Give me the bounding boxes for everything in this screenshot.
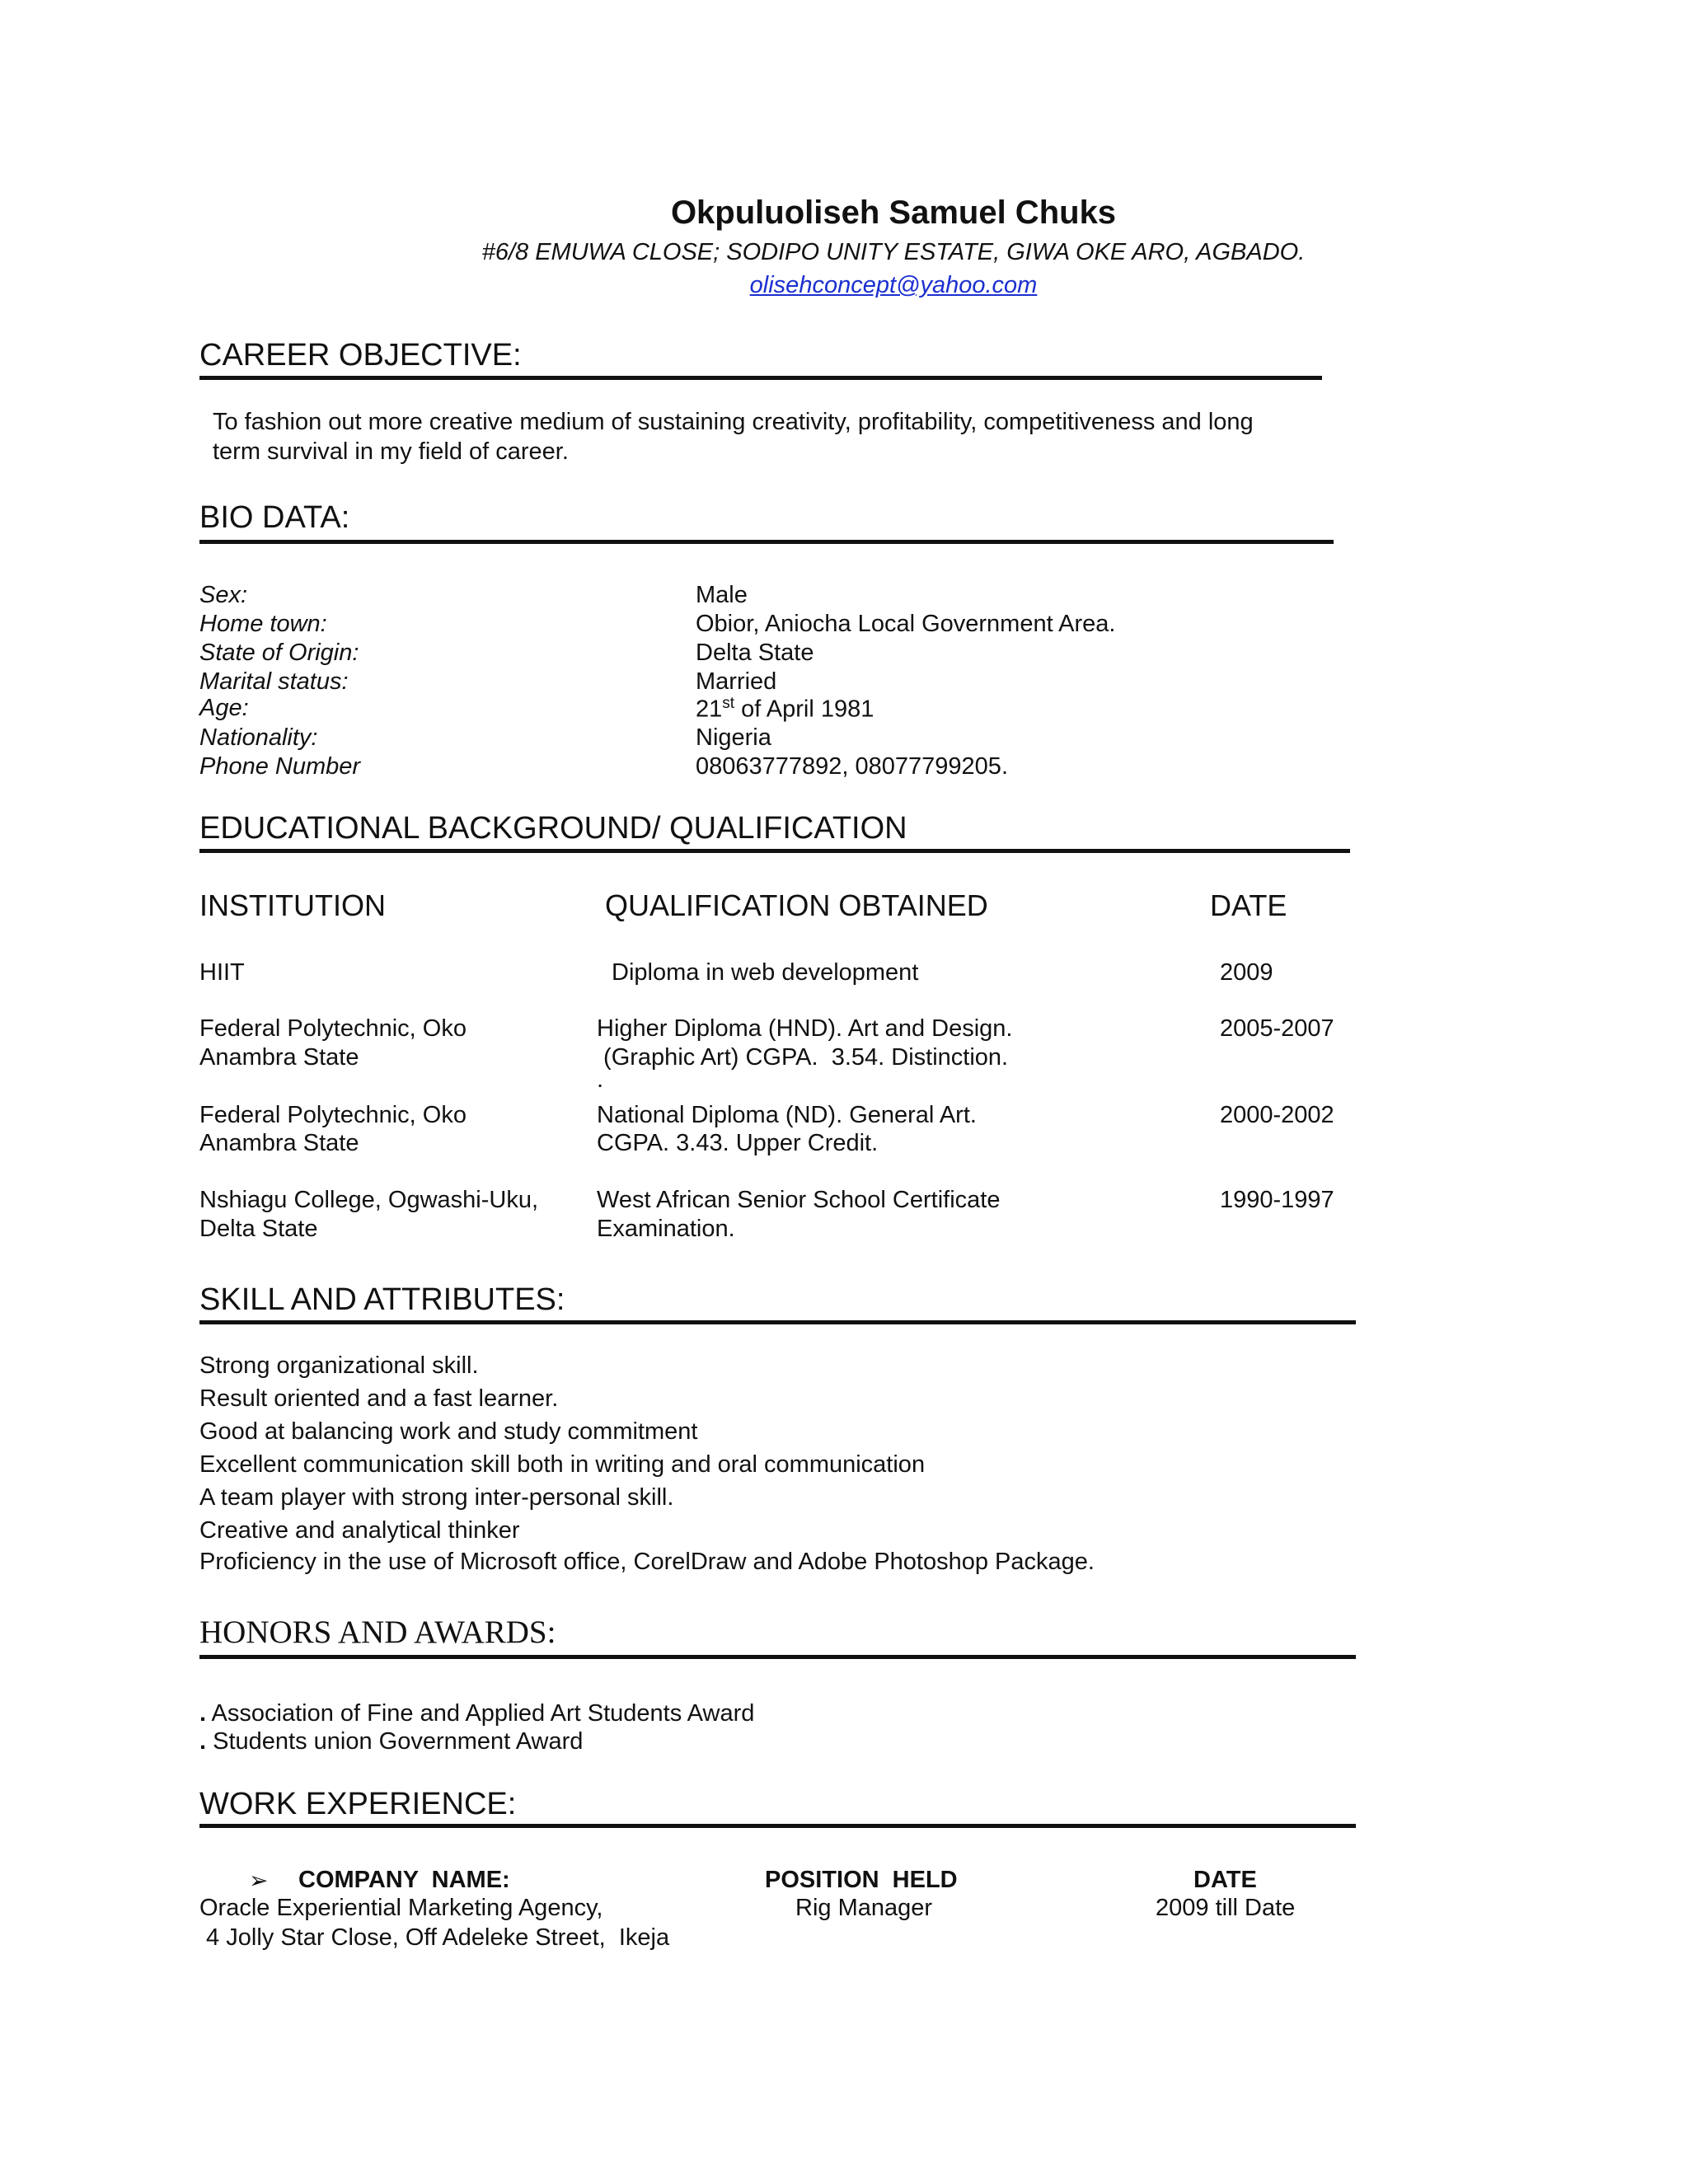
skill-item: Strong organizational skill. <box>199 1352 479 1379</box>
bio-value-age: 21st of April 1981 <box>696 695 874 723</box>
bio-value-sex: Male <box>696 582 748 608</box>
skill-item: Good at balancing work and study commitment <box>199 1418 698 1445</box>
edu-row-2-qualification-line-1: Higher Diploma (HND). Art and Design. <box>597 1015 1013 1042</box>
work-experience-heading: WORK EXPERIENCE: <box>199 1787 517 1821</box>
bio-label-hometown: Home town: <box>199 611 327 637</box>
edu-row-1-qualification: Diploma in web development <box>612 959 919 986</box>
bio-label-age: Age: <box>199 695 249 721</box>
edu-row-3-qualification-line-2: CGPA. 3.43. Upper Credit. <box>597 1130 879 1156</box>
edu-row-4-institution-line-2: Delta State <box>199 1216 318 1242</box>
bio-label-state: State of Origin: <box>199 640 359 666</box>
bio-label-phone: Phone Number <box>199 753 361 780</box>
work-experience-rule <box>199 1824 1356 1828</box>
skill-item: A team player with strong inter-personal skill. <box>199 1484 674 1511</box>
edu-row-2-institution-line-2: Anambra State <box>199 1044 359 1071</box>
edu-row-4-institution-line-1: Nshiagu College, Ogwashi-Uku, <box>199 1187 539 1213</box>
career-objective-rule <box>199 376 1322 380</box>
edu-row-4-qualification-line-1: West African Senior School Certificate <box>597 1187 1001 1213</box>
edu-row-2-qualification-line-2: (Graphic Art) CGPA. 3.54. Distinction. <box>597 1044 1009 1071</box>
work-header-position: POSITION HELD <box>765 1867 958 1893</box>
work-position: Rig Manager <box>795 1895 933 1921</box>
honors-heading: HONORS AND AWARDS: <box>199 1615 556 1650</box>
work-date: 2009 till Date <box>1156 1895 1296 1921</box>
bullet-dot-icon: . <box>199 1700 207 1727</box>
skill-item: Creative and analytical thinker <box>199 1517 520 1544</box>
career-objective-line-1: To fashion out more creative medium of sustaining creativity, profitability, competitiveness and long <box>213 409 1254 435</box>
bio-label-sex: Sex: <box>199 582 248 608</box>
skill-item: Proficiency in the use of Microsoft office, CorelDraw and Adobe Photoshop Package. <box>199 1549 1095 1575</box>
skill-item: Excellent communication skill both in writing and oral communication <box>199 1451 926 1478</box>
honor-item: . Association of Fine and Applied Art Students Award <box>199 1700 755 1727</box>
resume-address: #6/8 EMUWA CLOSE; SODIPO UNITY ESTATE, GIWA OKE ARO, AGBADO. <box>481 239 1306 265</box>
edu-row-4-date: 1990-1997 <box>1220 1187 1334 1213</box>
edu-header-qualification: QUALIFICATION OBTAINED <box>605 888 988 922</box>
bio-label-marital: Marital status: <box>199 668 349 695</box>
work-header-company: COMPANY NAME: <box>298 1867 510 1893</box>
bullet-dot-icon: . <box>199 1728 207 1755</box>
bio-value-state: Delta State <box>696 640 814 666</box>
career-objective-line-2: term survival in my field of career. <box>213 438 569 465</box>
skills-heading: SKILL AND ATTRIBUTES: <box>199 1282 565 1317</box>
edu-row-3-institution-line-2: Anambra State <box>199 1130 359 1156</box>
edu-row-4-qualification-line-2: Examination. <box>597 1216 735 1242</box>
edu-row-1-institution: HIIT <box>199 959 245 986</box>
edu-row-3-institution-line-1: Federal Polytechnic, Oko <box>199 1102 467 1128</box>
edu-row-1-date: 2009 <box>1220 959 1273 986</box>
work-company-line-2: 4 Jolly Star Close, Off Adeleke Street, Ikeja <box>199 1924 670 1951</box>
arrow-bullet-icon: ➢ <box>249 1868 269 1893</box>
skills-rule <box>199 1320 1356 1324</box>
work-header-date: DATE <box>1193 1867 1257 1893</box>
bio-value-nationality: Nigeria <box>696 724 771 751</box>
edu-header-date: DATE <box>1210 888 1287 922</box>
honors-rule <box>199 1655 1356 1659</box>
resume-email-link[interactable]: olisehconcept@yahoo.com <box>749 272 1038 298</box>
honor-item: . Students union Government Award <box>199 1728 584 1755</box>
edu-row-2-date: 2005-2007 <box>1220 1015 1334 1042</box>
bio-data-heading: BIO DATA: <box>199 500 350 535</box>
edu-row-3-qualification-line-1: National Diploma (ND). General Art. <box>597 1102 977 1128</box>
edu-header-institution: INSTITUTION <box>199 888 386 922</box>
resume-name: Okpuluoliseh Samuel Chuks <box>670 194 1117 231</box>
career-objective-heading: CAREER OBJECTIVE: <box>199 338 522 373</box>
edu-row-3-date: 2000-2002 <box>1220 1102 1334 1128</box>
skill-item: Result oriented and a fast learner. <box>199 1385 559 1412</box>
work-company-line-1: Oracle Experiential Marketing Agency, <box>199 1895 603 1921</box>
bio-label-nationality: Nationality: <box>199 724 318 751</box>
bio-data-rule <box>199 540 1334 544</box>
edu-row-2-qualification-line-3: . <box>597 1066 604 1093</box>
bio-value-marital: Married <box>696 668 777 695</box>
education-heading: EDUCATIONAL BACKGROUND/ QUALIFICATION <box>199 811 907 846</box>
bio-value-hometown: Obior, Aniocha Local Government Area. <box>696 611 1116 637</box>
bio-value-phone: 08063777892, 08077799205. <box>696 753 1008 780</box>
edu-row-2-institution-line-1: Federal Polytechnic, Oko <box>199 1015 467 1042</box>
education-rule <box>199 849 1350 853</box>
